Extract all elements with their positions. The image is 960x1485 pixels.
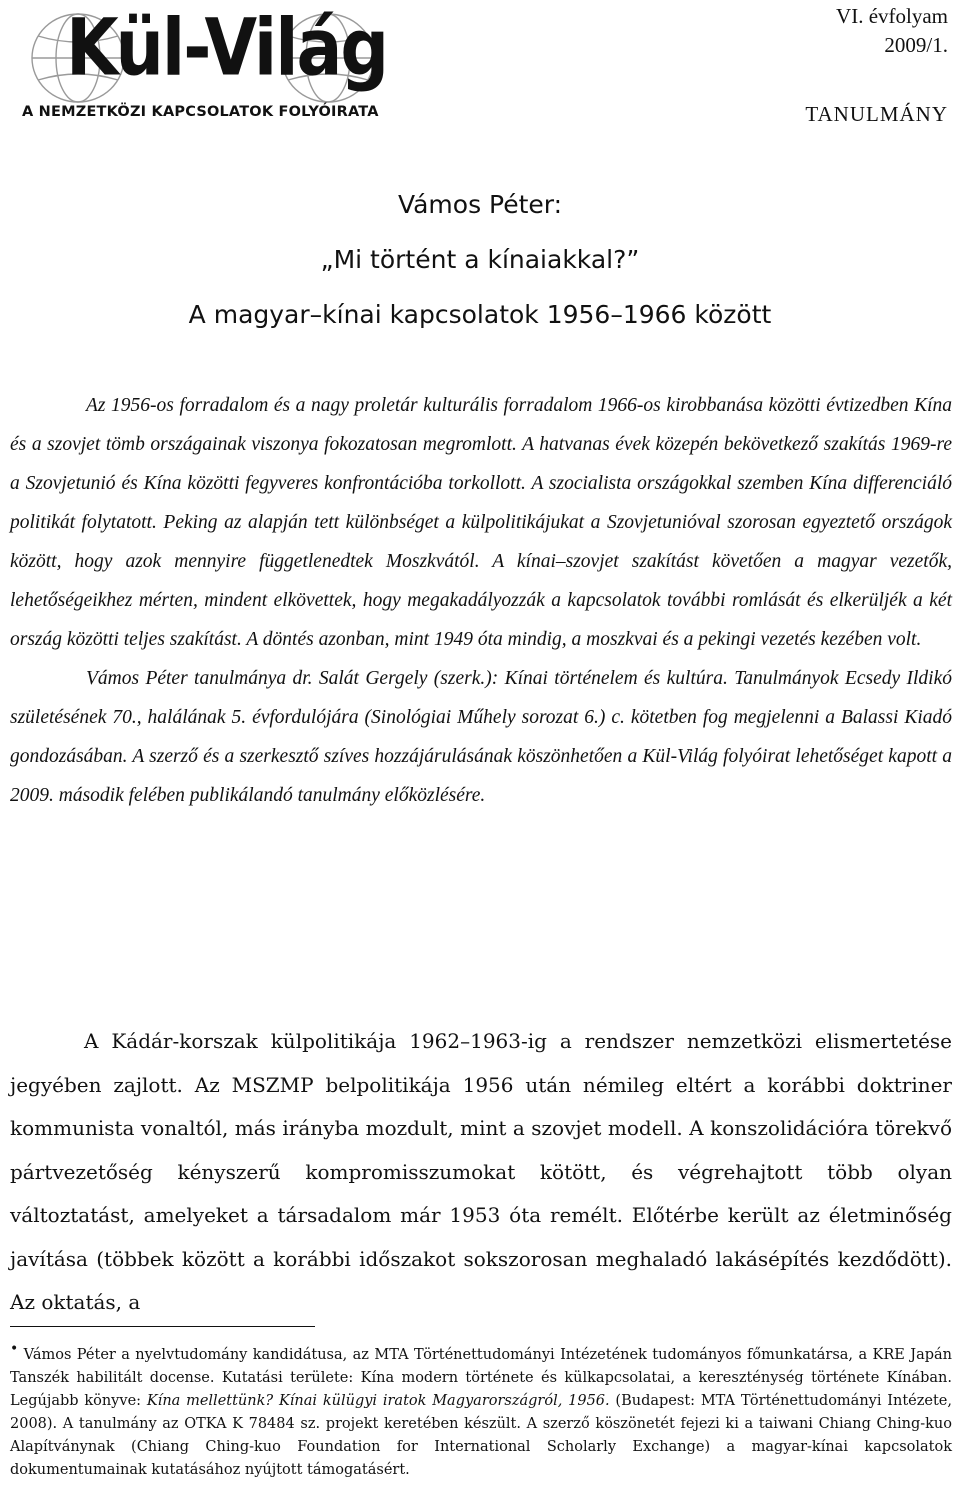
- logo-title: Kül-Világ: [66, 3, 388, 94]
- article-subtitle: A magyar–kínai kapcsolatok 1956–1966 között: [188, 300, 772, 329]
- main-text: [10, 1020, 952, 1325]
- footnote-text-start: Vámos Péter a nyelvtudomány kandidátusa, az MTA Történettudományi Intézetének tudományos főmunkatársa, a KRE Japán Tanszék habilitált docense. Kutatási területe: Kína modern története és külkapcsolatai, a kereszténység története Kínában. Legújabb könyve:: [10, 1347, 952, 1409]
- journal-logo: [8, 3, 428, 126]
- article-category: TANULMÁNY: [805, 102, 948, 126]
- volume-label: VI. évfolyam: [836, 4, 948, 28]
- body-paragraph: A Kádár-korszak külpolitikája 1962–1963-ig a rendszer nemzetközi elismertetése jegyében zajlott. Az MSZMP belpolitikája 1956 után némileg eltért a korábbi doktriner kommunista vonaltól, más irányba mozdult, mint a szovjet modell. A konszolidációra törekvő pártvezetőség kényszerű kompromisszumokat kötött, és végrehajtott több olyan változtatást, amelyeket a társadalom már 1953 óta remélt. Előtérbe került az életminőség javítása (többek között a korábbi időszakot sokszorosan meghaladó lakásépítés kezdődött). Az oktatás, a: [10, 1029, 952, 1314]
- logo-subtitle: A NEMZETKÖZI KAPCSOLATOK FOLYÓIRATA: [22, 104, 379, 120]
- volume-info: [836, 2, 948, 60]
- article-title: „Mi történt a kínaiakkal?”: [320, 245, 640, 274]
- footnote-marker: •: [10, 1341, 19, 1358]
- abstract: [10, 386, 952, 815]
- footnote-text-end: (Budapest: MTA Történettudományi Intézete, 2008). A tanulmány az OTKA K 78484 sz. projekt keretében készült. A szerző köszönetét fejezi ki a taiwani Chiang Ching-kuo Alapítványnak (Chiang Ching-kuo Foundation for International Scholarly Exchange) a magyar-kínai kapcsolatok dokumentumainak kutatásához nyújtott támogatásért.: [10, 1393, 952, 1478]
- footnote-divider: [10, 1326, 315, 1327]
- footnote-book-title: Kína mellettünk? Kínai külügyi iratok Magyarországról, 1956.: [146, 1393, 610, 1409]
- issue-label: 2009/1.: [884, 33, 948, 57]
- footnote: [10, 1341, 952, 1482]
- abstract-publication-note: Vámos Péter tanulmánya dr. Salát Gergely (szerk.): Kínai történelem és kultúra. Tanulmányok Ecsedy Ildikó születésének 70., halálának 5. évfordulójára (Sinológiai Műhely sorozat 6.) c. kötetben fog megjelenni a Balassi Kiadó gondozásában. A szerző és a szerkesztő szíves hozzájárulásának köszönhetően a Kül-Világ folyóirat lehetőséget kapott a 2009. második felében publikálandó tanulmány előközlésére.: [10, 668, 952, 806]
- author-name: Vámos Péter:: [397, 190, 563, 219]
- abstract-paragraph: Az 1956-os forradalom és a nagy proletár kulturális forradalom 1966-os kirobbanása közötti évtizedben Kína és a szovjet tömb országainak viszonya fokozatosan megromlott. A hatvanas évek közepén bekövetkező szakítás 1969-re a Szovjetunió és Kína közötti fegyveres konfrontációba torkollott. A szocialista országokkal szemben Kína differenciáló politikát folytatott. Peking az alapján tett különbséget a külpolitikájukat a Szovjetunióval szorosan egyeztető országok között, hogy azok mennyire függetlenedtek Moszkvától. A kínai–szovjet szakítást követően a magyar vezetők, lehetőségeikhez mérten, mindent elkövettek, hogy megakadályozzák a kapcsolatok további romlását és elkerüljék a két ország közötti teljes szakítást. A döntés azonban, mint 1949 óta mindig, a moszkvai és a pekingi vezetés kezében volt.: [10, 395, 952, 650]
- footnote-paragraph: [10, 1341, 952, 1482]
